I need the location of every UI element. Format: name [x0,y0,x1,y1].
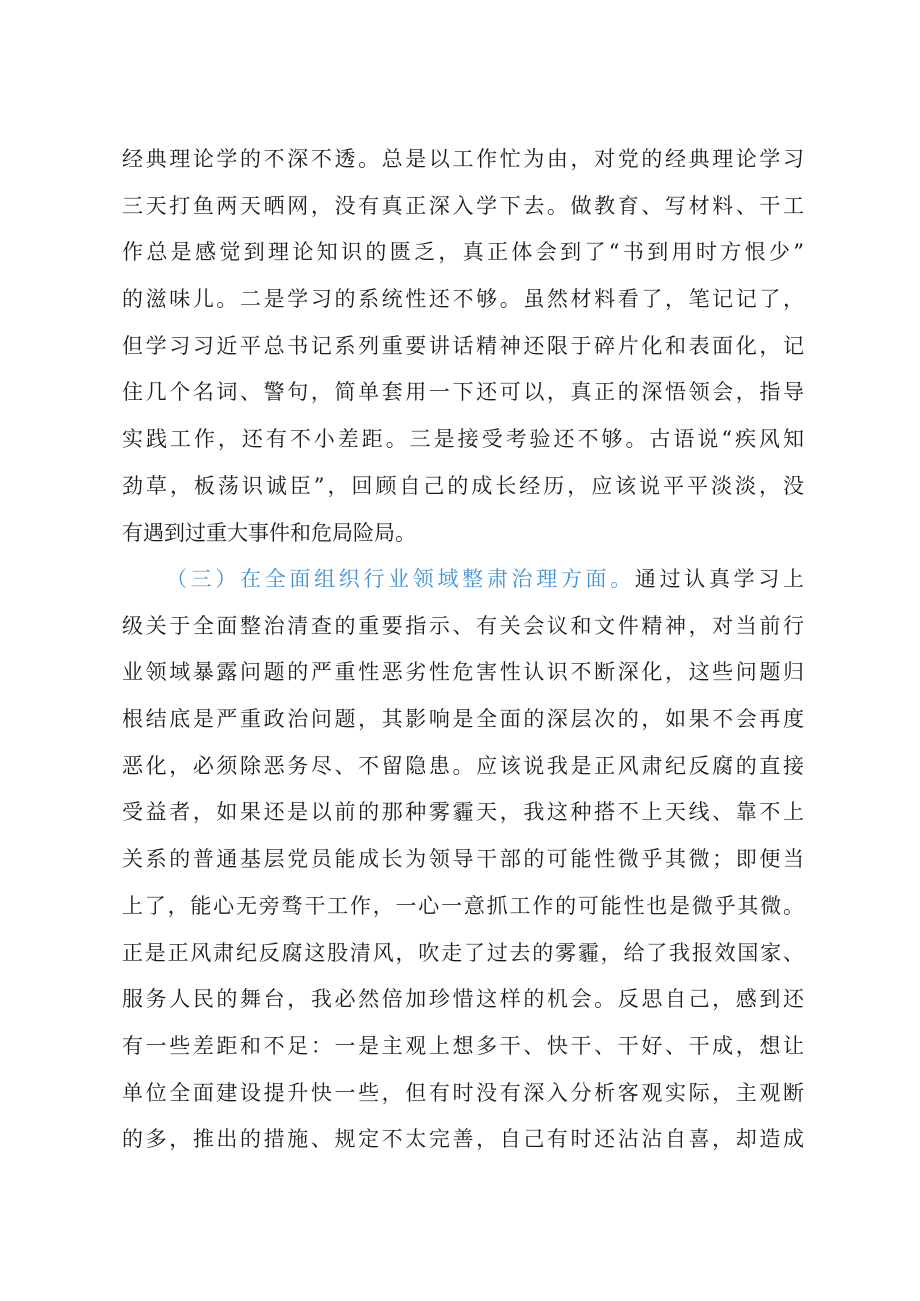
paragraph-1-line: 三天打鱼两天晒网，没有真正深入学下去。做教育、写材料、干工 [122,193,804,218]
paragraph-1-line: 经典理论学的不深不透。总是以工作忙为由，对党的经典理论学习 [122,147,804,171]
paragraph-2-first-line-text: 通过认真学习上 [634,567,805,591]
paragraph-1 [122,136,804,556]
paragraph-2-line: 受益者，如果还是以前的那种雾霾天，我这种搭不上天线、靠不上 [122,800,804,825]
paragraph-2-line: 根结底是严重政治问题，其影响是全面的深层次的，如果不会再度 [122,707,804,732]
paragraph-2-first-line [122,556,804,603]
paragraph-1-line: 但学习习近平总书记系列重要讲话精神还限于碎片化和表面化，记 [122,333,804,358]
paragraph-2-line: 恶化，必须除恶务尽、不留隐患。应该说我是正风肃纪反腐的直接 [122,753,804,778]
paragraph-1-line: 的滋味儿。二是学习的系统性还不够。虽然材料看了，笔记记了， [122,287,804,312]
paragraph-1-line: 作总是感觉到理论知识的匮乏，真正体会到了“书到用时方恨少” [122,240,804,265]
paragraph-2-line: 关系的普通基层党员能成长为领导干部的可能性微乎其微；即便当 [122,847,804,872]
paragraph-2-line: 上了，能心无旁骛干工作，一心一意抓工作的可能性也是微乎其微。 [122,893,804,918]
paragraph-1-line: 住几个名词、警句，简单套用一下还可以，真正的深悟领会，指导 [122,380,804,405]
paragraph-2-line: 级关于全面整治清查的重要指示、有关会议和文件精神，对当前行 [122,613,804,638]
paragraph-2-line: 有一些差距和不足：一是主观上想多干、快干、干好、干成，想让 [122,1033,804,1058]
paragraph-2-line: 正是正风肃纪反腐这股清风，吹走了过去的雾霾，给了我报效国家、 [122,940,804,965]
paragraph-1-line: 劲草，板荡识诚臣”，回顾自己的成长经历，应该说平平淡淡，没 [122,473,804,498]
paragraph-2-line: 的多，推出的措施、规定不太完善，自己有时还沾沾自喜，却造成 [122,1127,804,1152]
section-heading: （三）在全面组织行业领域整肃治理方面。 [166,567,635,591]
paragraph-1-line: 有遇到过重大事件和危局险局。 [122,520,416,545]
paragraph-2-line: 服务人民的舞台，我必然倍加珍惜这样的机会。反思自己，感到还 [122,987,804,1012]
paragraph-1-line: 实践工作，还有不小差距。三是接受考验还不够。古语说“疾风知 [122,427,804,452]
paragraph-2 [122,556,804,1163]
paragraph-2-line: 单位全面建设提升快一些，但有时没有深入分析客观实际，主观断 [122,1080,804,1105]
paragraph-2-line: 业领域暴露问题的严重性恶劣性危害性认识不断深化，这些问题归 [122,660,804,685]
